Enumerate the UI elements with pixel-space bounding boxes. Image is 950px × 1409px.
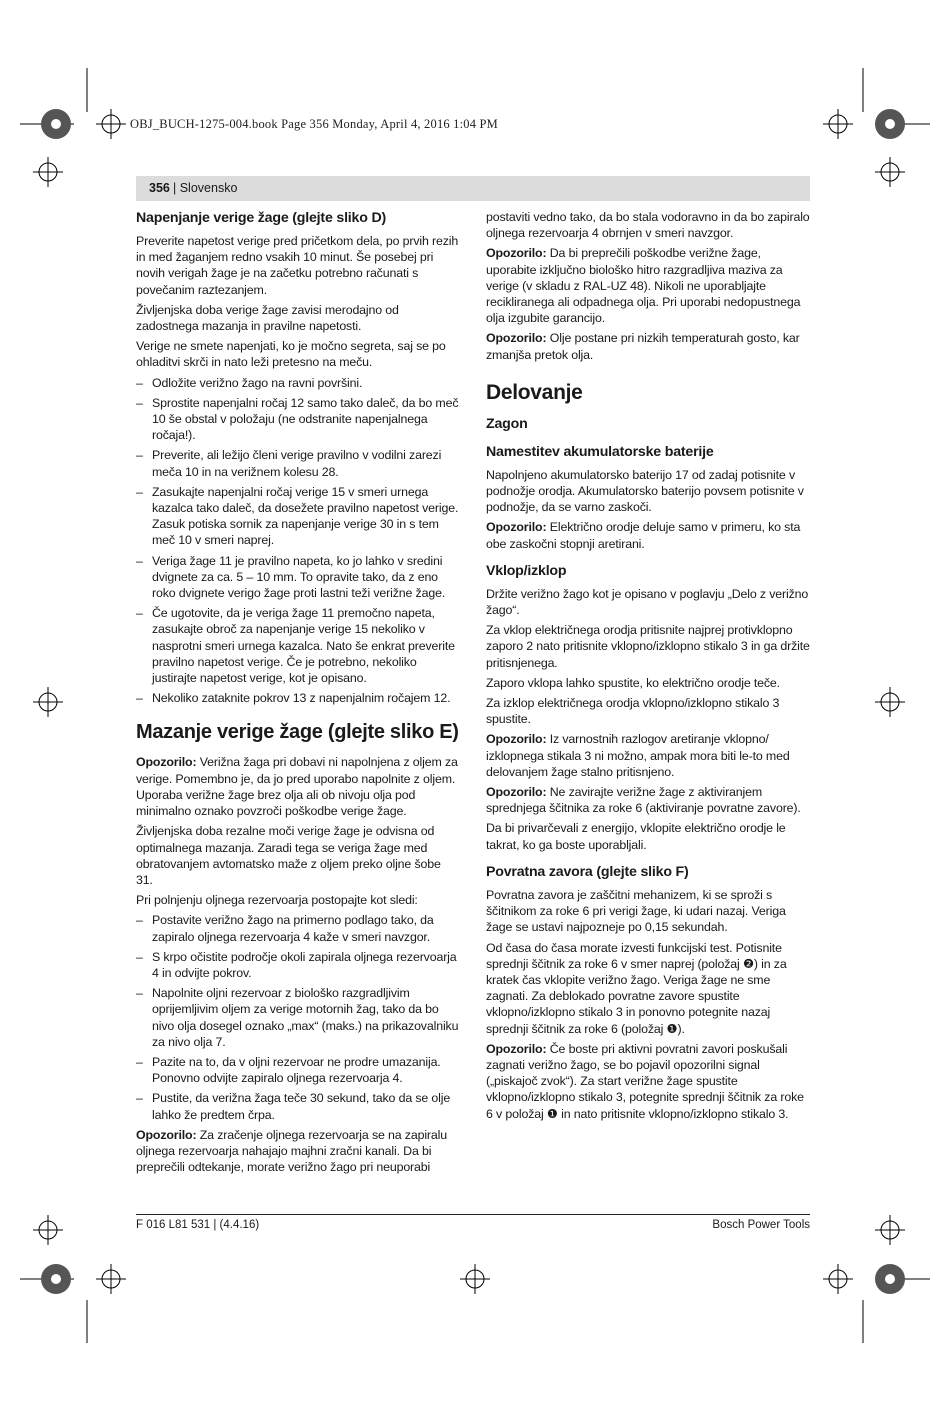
right-column bbox=[486, 207, 810, 1126]
page-number: 356 bbox=[149, 181, 170, 195]
paragraph: Verige ne smete napenjati, ko je močno segreta, saj se po ohladitvi skrči in nato leži pretesno na meču. bbox=[136, 339, 446, 370]
list-item: – Če ugotovite, da je veriga žage 11 premočno napeta, zasukajte obroč za napenjanje verige 15 nekoliko v nasprotni smeri urnega kazalca. Nato še enkrat preverite pravilno napetost verige. Če je potrebno, nekoliko justirajte napetost verige, kot je opisano. bbox=[136, 606, 455, 686]
heading-battery: Namestitev akumulatorske baterije bbox=[486, 443, 714, 460]
warning-paragraph: Opozorilo: Ne zavirajte verižne žage z aktiviranjem sprednjega ščitnika za roke 6 (aktiviranje povratne zavore). bbox=[486, 785, 801, 816]
list-item: – Veriga žage 11 je pravilno napeta, ko jo lahko v sredini dvignete za ca. 5 – 10 mm. To opravite tako, da z eno roko dvignete verigo žage proti lastni teži verižne žage. bbox=[136, 553, 446, 601]
list-item: – Zasukajte napenjalni ročaj verige 15 v smeri urnega kazalca tako daleč, da dosežete pravilno napetost verige. Zasuk potiska sornik za napenjanje verige 30 in s tem meč 10 v smeri naprej. bbox=[136, 484, 459, 548]
paragraph: Preverite napetost verige pred pričetkom dela, po prvih rezih in med žaganjem redno vsakih 10 minut. Še posebej pri novih verigah žage je na začetku potrebno računati s povečanim raztezanjem. bbox=[136, 234, 459, 297]
footer-doc-code: F 016 L81 531 | (4.4.16) bbox=[136, 1219, 260, 1231]
list-item: – Pustite, da verižna žaga teče 30 sekund, tako da se olje lahko že predtem črpa. bbox=[136, 1091, 451, 1122]
book-line: OBJ_BUCH-1275-004.book Page 356 Monday, April 4, 2016 1:04 PM bbox=[130, 117, 498, 131]
list-item: – Nekoliko zataknite pokrov 13 z napenjalnim ročajem 12. bbox=[136, 691, 451, 706]
heading-lubrication: Mazanje verige žage (glejte sliko E) bbox=[136, 721, 459, 744]
list-item: – Postavite verižno žago na primerno podlago tako, da zapiralo oljnega rezervoarja 4 kaže v smeri navzgor. bbox=[136, 913, 434, 944]
warning-paragraph: Opozorilo: Verižna žaga pri dobavi ni napolnjena z oljem za verige. Pomembno je, da jo pred uporabo napolnite z oljem. Uporaba verižne žage brez olja ali ob nivoju olja pod minimalno oznako povzroči poškodbe verige žage. bbox=[136, 755, 458, 819]
page-header bbox=[136, 176, 810, 201]
warning-paragraph: Opozorilo: Da bi preprečili poškodbe verižne žage, uporabite izključno biološko hitro razgradljiva maziva za verige (v skladu z RAL-UZ 48). Nikoli ne uporabljajte recikliranega ali odpadnega olja. Pri uporabi nedopustnega olja izgubite garancijo. bbox=[486, 246, 801, 326]
paragraph: Za izklop električnega orodja vklopno/izklopno stikalo 3 spustite. bbox=[486, 696, 780, 727]
warning-paragraph: Opozorilo: Iz varnostnih razlogov aretiranje vklopno/ izklopnega stikala 3 ni možno, ampak mora biti le-to med delovanjem žage stalno pritisnjeno. bbox=[486, 732, 790, 779]
paragraph: Od časa do časa morate izvesti funkcijski test. Potisnite sprednji ščitnik za roke 6 v smer naprej (položaj ❷) in za kratek čas vklopite verižno žago. Veriga žage ne sme zagnati. Za deblokado povratne zavore spustite vklopno/izklopno stikalo 3 in ponovno potegnite nazaj sprednji ščitnik za roke 6 (položaj ❶). bbox=[486, 940, 787, 1036]
heading-operation: Delovanje bbox=[486, 380, 583, 404]
heading-switch: Vklop/izklop bbox=[486, 562, 567, 579]
list-item: – Odložite verižno žago na ravni površini. bbox=[136, 375, 363, 390]
language-label: | Slovensko bbox=[173, 181, 238, 195]
list-item: – Sprostite napenjalni ročaj 12 samo tako daleč, da bo meč 10 še obstal v položaju (ne odstranite napenjalnega ročaja!). bbox=[136, 395, 459, 443]
paragraph: Pri polnjenju oljnega rezervoarja postopajte kot sledi: bbox=[136, 893, 418, 908]
warning-paragraph: Opozorilo: Olje postane pri nizkih temperaturah gosto, kar zmanjša pretok olja. bbox=[486, 331, 800, 362]
paragraph: Življenjska doba rezalne moči verige žage je odvisna od optimalnega mazanja. Zaradi tega se veriga žage med obratovanjem avtomatsko maže z oljem preko oljne šobe 31. bbox=[136, 824, 441, 887]
warning-paragraph: Opozorilo: Električno orodje deluje samo v primeru, ko sta obe zaskočni stopnji aretirani. bbox=[486, 520, 801, 551]
paragraph: Za vklop električnega orodja pritisnite najprej protivklopno zaporo 2 nato pritisnite vklopno/izklopno stikalo 3 in ga držite pritisnjenega. bbox=[486, 623, 810, 670]
list-item: – Pazite na to, da v oljni rezervoar ne prodre umazanija. Ponovno odvijte zapiralo oljnega rezervoarja 4. bbox=[136, 1054, 441, 1086]
warning-paragraph: Opozorilo: Za zračenje oljnega rezervoarja se na zapiralu oljnega rezervoarja nahajajo majhni zračni kanali. Da bi preprečili odtekanje, morate verižno žago pri neuporabi bbox=[136, 1127, 447, 1175]
left-column bbox=[136, 207, 460, 1179]
paragraph: Držite verižno žago kot je opisano v poglavju „Delo z verižno žago“. bbox=[486, 586, 809, 618]
paragraph: Povratna zavora je zaščitni mehanizem, ki se sproži s ščitnikom za roke 6 pri verigi žage, ki udari nazaj. Veriga žage se ustavi najpozneje po 0,15 sekundah. bbox=[486, 887, 786, 935]
heading-brake: Povratna zavora (glejte sliko F) bbox=[486, 863, 689, 880]
heading-start: Zagon bbox=[486, 415, 528, 432]
list-item: – S krpo očistite področje okoli zapirala oljnega rezervoarja 4 in odvijte pokrov. bbox=[136, 949, 457, 980]
footer-rule bbox=[136, 1214, 810, 1215]
list-item: – Preverite, ali ležijo členi verige pravilno v vodilni zarezi meča 10 in na verižnem kolesu 28. bbox=[136, 448, 442, 479]
warning-paragraph: Opozorilo: Če boste pri aktivni povratni zavori poskušali zagnati verižno žago, se bo pojavil opozorilni signal („piskajoč zvok“). Za start verižne žage spustite vklopno/izklopno stikalo 3, potegnite sprednji ščitnik za roke 6 v položaj ❶ in nato pritisnite vklopno/izklopno stikalo 3. bbox=[486, 1041, 804, 1121]
heading-tension: Napenjanje verige žage (glejte sliko D) bbox=[136, 210, 387, 226]
paragraph: Napolnjeno akumulatorsko baterijo 17 od zadaj potisnite v podnožje orodja. Akumulatorsko baterijo povsem potisnite v podnožje, da se varno zaskoči. bbox=[486, 467, 804, 515]
footer-brand: Bosch Power Tools bbox=[712, 1219, 810, 1231]
list-item: – Napolnite oljni rezervoar z biološko razgradljivim oprijemljivim oljem za verige motornih žag, tako da bo nivo olja dosegel oznako „max“ (maks.) na prikazovalniku za nivo olja 7. bbox=[136, 986, 459, 1049]
paragraph: Zaporo vklopa lahko spustite, ko električno orodje teče. bbox=[486, 675, 780, 690]
paragraph: Življenjska doba verige žage zavisi merodajno od zadostnega mazanja in pravilne napetosti. bbox=[136, 302, 399, 334]
paragraph: Da bi privarčevali z energijo, vklopite električno orodje le takrat, ko ga boste uporabljali. bbox=[486, 821, 786, 852]
paragraph: postaviti vedno tako, da bo stala vodoravno in da bo zapiralo oljnega rezervoarja 4 obrnjen v smeri navzgor. bbox=[486, 210, 810, 241]
